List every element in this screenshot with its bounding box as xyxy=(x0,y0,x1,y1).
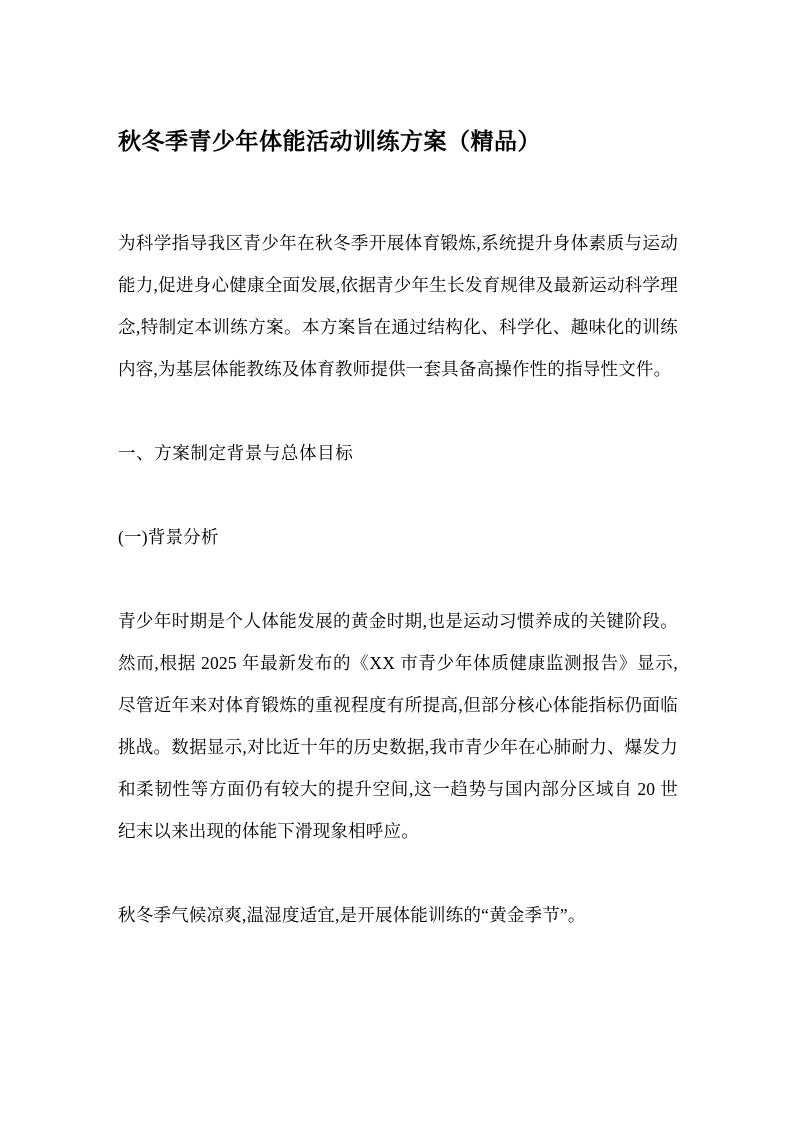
heading-spacer-2 xyxy=(118,558,678,600)
intro-paragraph: 为科学指导我区青少年在秋冬季开展体育锻炼,系统提升身体素质与运动能力,促进身心健康全面发展,依据青少年生长发育规律及最新运动科学理念,特制定本训练方案。本方案旨在通过结构化、科学化、趣味化的训练内容,为基层体能教练及体育教师提供一套具备高操作性的指导性文件。 xyxy=(118,233,678,379)
paragraph-spacer-1 xyxy=(118,852,678,894)
page-title: 秋冬季青少年体能活动训练方案（精品） xyxy=(118,128,541,154)
heading-spacer-1 xyxy=(118,474,678,516)
subsection-heading-1-1: (一)背景分析 xyxy=(118,527,219,547)
section-heading-1: 一、方案制定背景与总体目标 xyxy=(118,443,354,463)
intro-spacer xyxy=(118,390,678,432)
document-body xyxy=(118,118,678,936)
title-spacer xyxy=(118,158,678,222)
background-paragraph-1: 青少年时期是个人体能发展的黄金时期,也是运动习惯养成的关键阶段。然而,根据 2025 年最新发布的《XX 市青少年体质健康监测报告》显示,尽管近年来对体育锻炼的重视程度有所提高,但部分核心体能指标仍面临挑战。数据显示,对比近十年的历史数据,我市青少年在心肺耐力、爆发力和柔韧性等方面仍有较大的提升空间,这一趋势与国内部分区域自 20 世纪末以来出现的体能下滑现象相呼应。 xyxy=(118,611,678,841)
background-paragraph-2: 秋冬季气候凉爽,温湿度适宜,是开展体能训练的“黄金季节”。 xyxy=(118,905,586,925)
